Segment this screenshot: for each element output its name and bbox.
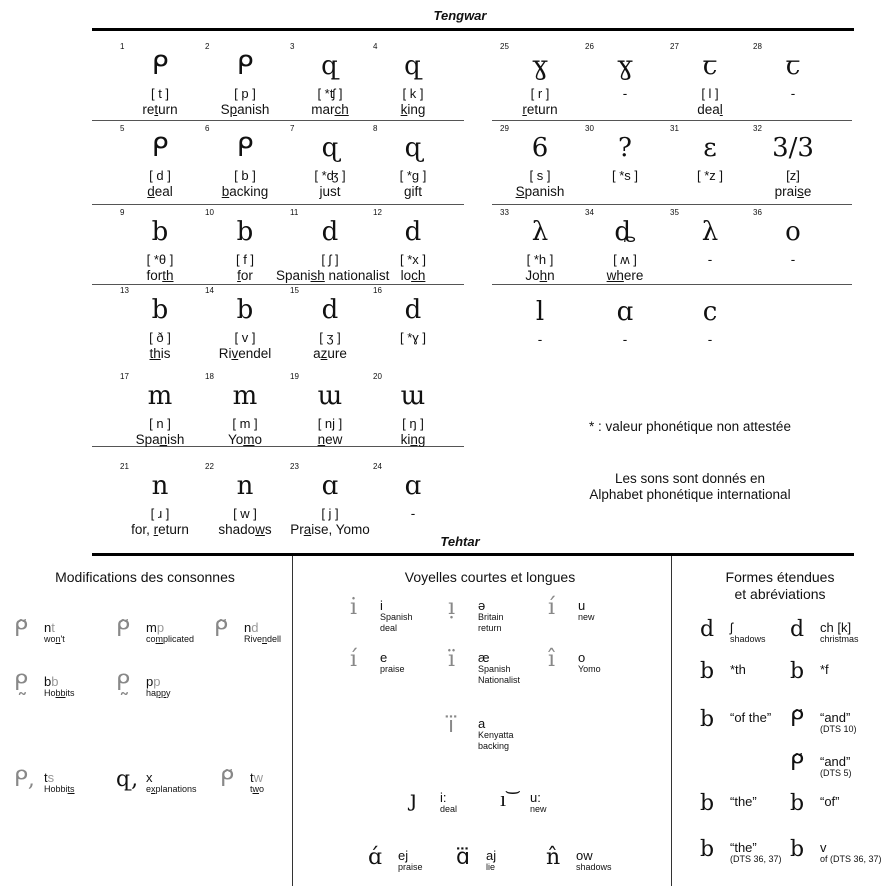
- sound-value: bb: [44, 674, 59, 689]
- tengwar-cell: [500, 208, 580, 288]
- extended-value: “the”: [730, 840, 757, 855]
- vowel-glyph: ɑ⃛: [456, 845, 470, 870]
- ipa-value: [ j ]: [321, 506, 339, 521]
- cell-number: 19: [290, 372, 299, 381]
- cell-number: 20: [373, 372, 382, 381]
- ipa-value: [ s ]: [529, 168, 551, 183]
- tengwa-glyph: n: [151, 471, 169, 501]
- tengwar-cell: [290, 286, 370, 366]
- ipa-value: [ *ɣ ]: [399, 330, 427, 345]
- vowel-glyph: ı́: [350, 647, 358, 672]
- tengwa-glyph: ɑ: [321, 471, 339, 501]
- example-word: new: [317, 432, 343, 447]
- ipa-value: [ *ʤ ]: [314, 168, 346, 183]
- col-title-extended-1: Formes étendues: [725, 569, 835, 585]
- extended-note: (DTS 10): [820, 724, 857, 734]
- sound-value: tw: [250, 770, 264, 785]
- ipa-value: [ v ]: [234, 330, 256, 345]
- col-title-vowels: Voyelles courtes et longues: [404, 569, 576, 585]
- extended-glyph: d: [790, 617, 805, 642]
- ipa-value: [ f ]: [235, 252, 255, 267]
- extended-note: (DTS 5): [820, 768, 852, 778]
- cell-number: 32: [753, 124, 762, 133]
- tengwa-glyph: d: [404, 295, 422, 325]
- tengwar-cell: [753, 42, 833, 122]
- tengwa-glyph: b: [151, 295, 169, 325]
- tengwa-glyph: m: [232, 381, 258, 411]
- tengwar-cell: [120, 124, 200, 204]
- tengwar-cell: [670, 42, 750, 122]
- vowel-glyph: ı͝: [500, 787, 507, 812]
- tehta-glyph: զ,: [116, 767, 139, 792]
- tengwar-cell: [290, 462, 370, 542]
- tengwar-cell: [290, 372, 370, 452]
- tengwar-cell: [585, 42, 665, 122]
- tengwar-cell: [120, 372, 200, 452]
- tengwa-glyph: ꞇ: [785, 51, 801, 81]
- tehtar-title: Tehtar: [440, 534, 480, 549]
- tengwa-glyph: d: [404, 217, 422, 247]
- tengwa-glyph: զ: [321, 51, 339, 81]
- extended-glyph: b: [790, 837, 805, 862]
- vowel-glyph: ȷ: [410, 787, 417, 812]
- tengwa-glyph: ɑ: [404, 471, 422, 501]
- tengwa-glyph: ɣ: [532, 51, 548, 81]
- tehta-glyph: ᑭ̰: [116, 671, 130, 696]
- extended-value: “the”: [730, 794, 757, 809]
- vowel-example: Britain return: [478, 612, 504, 633]
- tengwar-cell: [120, 208, 200, 288]
- extended-value: *f: [820, 662, 829, 677]
- ipa-value: [ *g ]: [399, 168, 427, 183]
- sound-value: x: [146, 770, 153, 785]
- tengwa-glyph: m: [147, 381, 173, 411]
- example-word: -: [707, 252, 713, 267]
- cell-number: 10: [205, 208, 214, 217]
- ipa-value: [ w ]: [233, 506, 257, 521]
- cell-number: 33: [500, 208, 509, 217]
- extended-value: “and”: [820, 710, 851, 725]
- tengwa-glyph: n: [236, 471, 254, 501]
- tengwar-cell: [373, 286, 453, 366]
- example-word: praise: [774, 184, 812, 199]
- extended-value: “of”: [820, 794, 840, 809]
- cell-number: 15: [290, 286, 299, 295]
- tengwar-cell: [585, 208, 665, 288]
- tengwa-glyph: ɯ: [400, 381, 426, 411]
- cell-number: 13: [120, 286, 129, 295]
- ipa-value: [ r ]: [530, 86, 550, 101]
- example-word: forth: [146, 268, 174, 283]
- ipa-value: [ *θ ]: [146, 252, 174, 267]
- tengwa-glyph: d: [321, 295, 339, 325]
- cell-number: 3: [290, 42, 295, 51]
- tengwa-glyph: λ: [701, 217, 719, 247]
- tengwa-glyph: ᑭ: [236, 133, 254, 163]
- tengwa-glyph: ɋ: [321, 133, 339, 163]
- cell-number: 25: [500, 42, 509, 51]
- example-word: return: [522, 102, 558, 117]
- example-word: azure: [313, 346, 347, 361]
- tengwar-cell: [120, 462, 200, 542]
- extended-note: christmas: [820, 634, 859, 644]
- tengwar-cell: [500, 288, 580, 368]
- example-word: return: [142, 102, 178, 117]
- tengwar-cell: [205, 286, 285, 366]
- cell-number: 23: [290, 462, 299, 471]
- note-unattested: * : valeur phonétique non attestée: [589, 419, 791, 434]
- cell-number: 5: [120, 124, 125, 133]
- example-word: for: [237, 268, 253, 283]
- tengwar-cell: [373, 208, 453, 288]
- tengwa-glyph: λ: [531, 217, 549, 247]
- tengwar-cell: [500, 124, 580, 204]
- note-ipa-line2: Alphabet phonétique international: [589, 487, 791, 502]
- tengwa-glyph: 3/3: [772, 133, 814, 163]
- cell-number: 26: [585, 42, 594, 51]
- sound-value: pp: [146, 674, 161, 689]
- cell-number: 30: [585, 124, 594, 133]
- vowel-example: deal: [440, 804, 458, 814]
- tengwar-cell: [290, 124, 370, 204]
- vowel-ipa: u: [578, 598, 586, 613]
- extended-glyph: ᑭ̃: [790, 707, 804, 732]
- tengwa-glyph: ?: [618, 133, 632, 163]
- vowel-glyph: ı⃛: [448, 713, 455, 738]
- cell-number: 12: [373, 208, 382, 217]
- vowel-ipa: ej: [398, 848, 409, 863]
- extended-glyph: b: [790, 791, 805, 816]
- tehta-glyph: ᑭ̰: [14, 671, 28, 696]
- example-word: John: [525, 268, 555, 283]
- vowel-example: Spanish deal: [380, 612, 413, 633]
- sound-value: nt: [44, 620, 55, 635]
- tengwa-glyph: c: [702, 297, 718, 327]
- example-word: complicated: [146, 634, 195, 644]
- tengwa-glyph: b: [236, 217, 254, 247]
- cell-number: 31: [670, 124, 679, 133]
- row-divider: [92, 204, 464, 205]
- cell-number: 21: [120, 462, 129, 471]
- vowel-glyph: ı̂: [548, 647, 556, 672]
- tehta-glyph: ᑭ̃: [116, 617, 130, 642]
- ipa-value: [ ð ]: [149, 330, 171, 345]
- tengwa-glyph: ᑭ: [236, 51, 254, 81]
- tengwa-glyph: l: [535, 297, 545, 327]
- example-word: march: [311, 102, 349, 117]
- tengwar-cell: [670, 288, 750, 368]
- cell-number: 17: [120, 372, 129, 381]
- tengwa-glyph: ᑭ: [151, 133, 169, 163]
- example-word: Rivendell: [244, 634, 282, 644]
- vowel-ipa: u:: [530, 790, 541, 805]
- example-word: Spanish: [515, 184, 565, 199]
- cell-number: 9: [120, 208, 125, 217]
- cell-number: 24: [373, 462, 382, 471]
- extended-glyph: b: [700, 707, 715, 732]
- tengwa-glyph: d: [321, 217, 339, 247]
- tengwar-cell: [205, 208, 285, 288]
- example-word: -: [410, 506, 416, 521]
- extended-glyph: b: [700, 791, 715, 816]
- tengwa-glyph: b: [151, 217, 169, 247]
- vowel-example: praise: [398, 862, 423, 872]
- ipa-value: [ l ]: [701, 86, 719, 101]
- vowel-example: lie: [486, 862, 496, 872]
- tengwa-glyph: ε: [703, 133, 717, 163]
- vowel-glyph: ı̇: [350, 595, 358, 620]
- ipa-value: [ ʒ ]: [319, 330, 341, 345]
- tehtar-top-rule: [92, 553, 854, 556]
- tengwar-cell: [205, 42, 285, 122]
- vowel-glyph: ı́: [548, 595, 556, 620]
- tengwar-title: Tengwar: [433, 8, 487, 23]
- example-word: deal: [147, 184, 173, 199]
- ipa-value: [ d ]: [149, 168, 171, 183]
- tengwar-cell: [373, 42, 453, 122]
- cell-number: 11: [290, 208, 299, 217]
- tengwar-cell: [120, 42, 200, 122]
- example-word: just: [319, 184, 341, 199]
- example-word: Spanish: [135, 432, 185, 447]
- example-word: gift: [403, 184, 423, 199]
- example-word: backing: [221, 184, 269, 199]
- extended-glyph: b: [790, 659, 805, 684]
- vowel-example: Kenyatta backing: [478, 730, 514, 751]
- cell-number: 27: [670, 42, 679, 51]
- tengwa-glyph: b: [236, 295, 254, 325]
- tehta-glyph: ᑭ̃: [214, 617, 228, 642]
- tengwa-glyph: o: [785, 217, 801, 247]
- cell-number: 8: [373, 124, 378, 133]
- extended-value: “and”: [820, 754, 851, 769]
- cell-number: 18: [205, 372, 214, 381]
- ipa-value: [ *z ]: [696, 168, 723, 183]
- ipa-value: [ t ]: [150, 86, 170, 101]
- vowel-example: praise: [380, 664, 405, 674]
- tengwar-cell: [290, 42, 370, 122]
- tengwa-glyph: 6: [531, 133, 549, 163]
- tengwar-cell: [500, 42, 580, 122]
- cell-number: 36: [753, 208, 762, 217]
- vowel-glyph: n̂: [546, 845, 561, 870]
- ipa-value: [ *x ]: [399, 252, 426, 267]
- tehta-glyph: ᑭ̃: [220, 767, 234, 792]
- tengwar-cell: [205, 462, 285, 542]
- vowel-ipa: o: [578, 650, 586, 665]
- example-word: king: [400, 432, 426, 447]
- example-word: deal: [697, 102, 723, 117]
- cell-number: 35: [670, 208, 679, 217]
- ipa-value: [ m ]: [232, 416, 258, 431]
- cell-number: 28: [753, 42, 762, 51]
- example-word: won't: [44, 634, 65, 644]
- example-word: two: [250, 784, 265, 794]
- note-ipa-line1: Les sons sont donnés en: [614, 471, 766, 486]
- ipa-value: [ n ]: [149, 416, 171, 431]
- ipa-value: [ nj ]: [317, 416, 343, 431]
- ipa-value: [ ŋ ]: [402, 416, 424, 431]
- tengwa-glyph: ɣ: [617, 51, 633, 81]
- vowel-ipa: ə: [478, 598, 486, 613]
- example-word: explanations: [146, 784, 197, 794]
- example-word: Hobbits: [44, 688, 75, 698]
- row-divider: [492, 204, 852, 205]
- tengwar-cell: [753, 208, 833, 288]
- vowel-ipa: i:: [440, 790, 447, 805]
- tengwar-top-rule: [92, 28, 854, 31]
- tengwar-cell: [585, 124, 665, 204]
- cell-number: 6: [205, 124, 210, 133]
- tengwar-cell: [670, 208, 750, 288]
- vowel-ipa: ow: [576, 848, 593, 863]
- cell-number: 1: [120, 42, 125, 51]
- extended-glyph: b: [700, 837, 715, 862]
- cell-number: 2: [205, 42, 210, 51]
- vowel-example: shadows: [576, 862, 612, 872]
- example-word: -: [707, 332, 713, 347]
- ipa-value: [ ɹ ]: [150, 506, 170, 521]
- example-word: -: [622, 86, 628, 101]
- example-word: Yomo: [227, 432, 263, 447]
- extended-glyph: b: [700, 659, 715, 684]
- cell-number: 7: [290, 124, 295, 133]
- tengwar-cell: [753, 124, 833, 204]
- example-word: shadows: [218, 522, 272, 537]
- cell-number: 22: [205, 462, 214, 471]
- extended-note: (DTS 36, 37): [730, 854, 782, 864]
- vowel-example: new: [530, 804, 547, 814]
- ipa-value: [ *s ]: [611, 168, 638, 183]
- tengwar-cell: [373, 462, 453, 542]
- extended-glyph: ᑭ̃: [790, 751, 804, 776]
- tengwa-glyph: ᑭ: [151, 51, 169, 81]
- tehta-glyph: ᑭ,: [14, 767, 35, 792]
- example-word: loch: [400, 268, 426, 283]
- column-divider: [292, 556, 293, 886]
- vowel-ipa: aj: [486, 848, 497, 863]
- extended-value: ch [k]: [820, 620, 852, 635]
- ipa-value: [ p ]: [234, 86, 256, 101]
- tengwar-cell: [670, 124, 750, 204]
- tengwar-cell: [373, 372, 453, 452]
- extended-note: of (DTS 36, 37): [820, 854, 882, 864]
- cell-number: 14: [205, 286, 214, 295]
- ipa-value: [ ʃ ]: [321, 252, 339, 267]
- tengwa-glyph: ɑ: [616, 297, 634, 327]
- example-word: -: [790, 86, 796, 101]
- example-word: Praise, Yomo: [290, 522, 370, 537]
- vowel-example: new: [578, 612, 595, 622]
- vowel-ipa: æ: [478, 650, 490, 665]
- tengwa-glyph: ȡ: [614, 217, 636, 247]
- tengwar-cell: [373, 124, 453, 204]
- extended-note: shadows: [730, 634, 766, 644]
- tengwar-cell: [585, 288, 665, 368]
- tengwa-glyph: ꞇ: [702, 51, 718, 81]
- example-word: Hobbits: [44, 784, 75, 794]
- sound-value: mp: [146, 620, 165, 635]
- cell-number: 34: [585, 208, 594, 217]
- ipa-value: [ ʍ ]: [613, 252, 637, 267]
- tengwa-glyph: զ: [404, 51, 422, 81]
- tengwar-cell: [205, 372, 285, 452]
- example-word: -: [622, 332, 628, 347]
- example-word: king: [400, 102, 426, 117]
- sound-value: nd: [244, 620, 259, 635]
- ipa-value: [ b ]: [234, 168, 256, 183]
- cell-number: 16: [373, 286, 382, 295]
- example-word: -: [790, 252, 796, 267]
- col-title-consonants: Modifications des consonnes: [55, 569, 235, 585]
- extended-value: “of the”: [730, 710, 772, 725]
- vowel-example: Yomo: [578, 664, 601, 674]
- cell-number: 29: [500, 124, 509, 133]
- vowel-ipa: a: [478, 716, 486, 731]
- vowel-ipa: i: [380, 598, 383, 613]
- example-word: -: [537, 332, 543, 347]
- ipa-value: [ *ʧ ]: [317, 86, 343, 101]
- cell-number: 4: [373, 42, 378, 51]
- tengwa-glyph: ɋ: [404, 133, 422, 163]
- ipa-value: [ *h ]: [526, 252, 554, 267]
- example-word: Spanish: [220, 102, 270, 117]
- ipa-value: [z]: [786, 168, 800, 183]
- example-word: for, return: [131, 522, 189, 537]
- extended-value: ʃ: [730, 620, 733, 635]
- col-title-extended-2: et abréviations: [734, 586, 826, 602]
- extended-value: v: [820, 840, 827, 855]
- tengwar-cell: [205, 124, 285, 204]
- ipa-value: [ k ]: [402, 86, 424, 101]
- column-divider: [671, 556, 672, 886]
- vowel-glyph: ɑ́: [368, 845, 383, 870]
- example-word: Rivendel: [218, 346, 272, 361]
- example-word: happy: [146, 688, 171, 698]
- vowel-example: Spanish Nationalist: [478, 664, 521, 685]
- vowel-ipa: e: [380, 650, 388, 665]
- tengwar-cell: [120, 286, 200, 366]
- example-word: this: [149, 346, 171, 361]
- tengwa-glyph: ɯ: [317, 381, 343, 411]
- example-word: where: [606, 268, 644, 283]
- vowel-glyph: ı̈: [448, 647, 456, 672]
- extended-value: *th: [730, 662, 746, 677]
- tehta-glyph: ᑭ̃: [14, 617, 28, 642]
- example-word: Spanish nationalist: [276, 268, 390, 283]
- sound-value: ts: [44, 770, 55, 785]
- extended-glyph: d: [700, 617, 715, 642]
- vowel-glyph: ı̣: [448, 595, 456, 620]
